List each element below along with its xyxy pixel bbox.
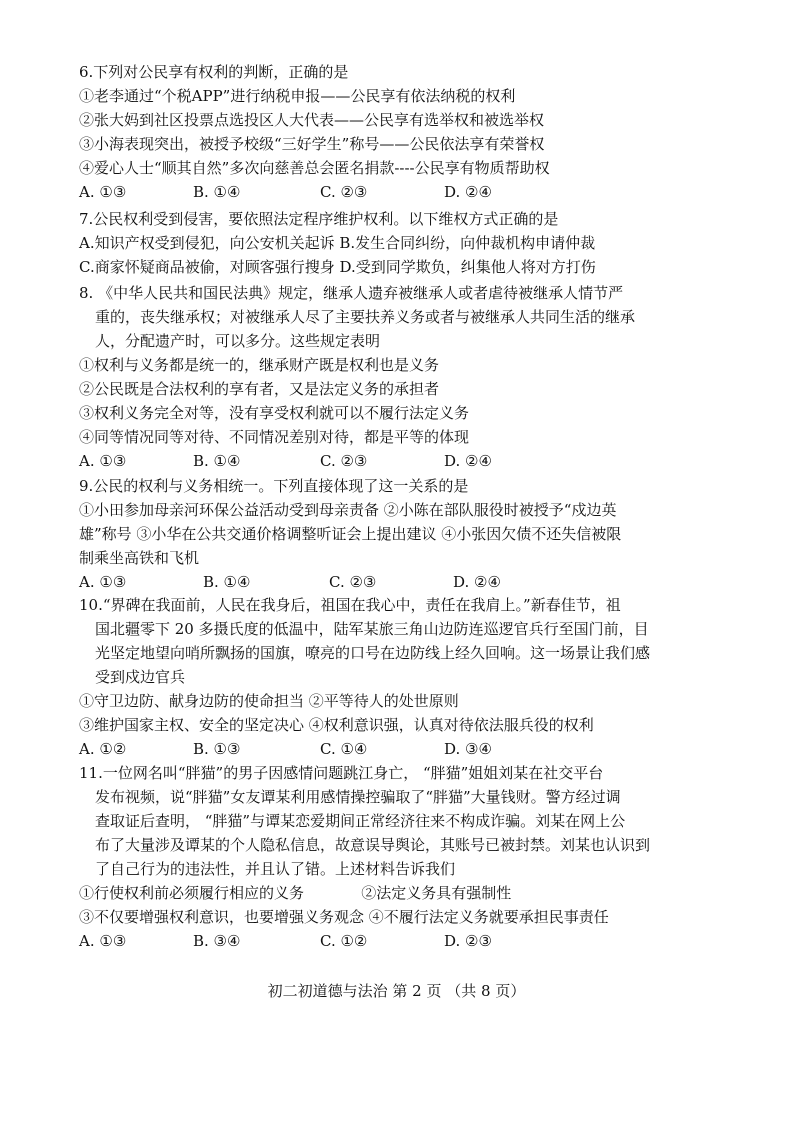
option-b: B. ①③	[193, 740, 241, 758]
answer-options	[79, 449, 719, 473]
question-stem: 重的，丧失继承权；对被继承人尽了主要扶养义务或者与被继承人共同生活的继承	[95, 308, 636, 326]
option-c: C. ②③	[320, 183, 368, 201]
option-b: B. ①④	[203, 573, 251, 591]
option-c: C. ②③	[320, 452, 368, 470]
option-b: B. ③④	[193, 932, 241, 950]
option-a: A. ①③	[79, 573, 127, 591]
statement-line: C.商家怀疑商品被偷，对顾客强行搜身 D.受到同学欺负，纠集他人将对方打伤	[79, 258, 596, 276]
option-d: D. ②③	[444, 932, 492, 950]
option-a: A. ①②	[79, 740, 127, 758]
statement-line: ③维护国家主权、安全的坚定决心 ④权利意识强，认真对待依法服兵役的权利	[79, 716, 594, 734]
statement-line: 雄”称号 ③小华在公共交通价格调整听证会上提出建议 ④小张因欠债不还失信被限	[79, 525, 622, 543]
statement-line: ①权利与义务都是统一的，继承财产既是权利也是义务	[79, 356, 440, 374]
option-b: B. ①④	[193, 452, 241, 470]
statement-line: 制乘坐高铁和飞机	[79, 549, 200, 567]
answer-options	[79, 570, 719, 594]
statement-line: ①小田参加母亲河环保公益活动受到母亲责备 ②小陈在部队服役时被授予“戍边英	[79, 501, 617, 519]
statement-line: ③小海表现突出，被授予校级“三好学生”称号——公民依法享有荣誉权	[79, 135, 545, 153]
answer-options	[79, 180, 719, 204]
question-stem: 7.公民权利受到侵害，要依照法定程序维护权利。以下维权方式正确的是	[79, 210, 559, 228]
question-stem: 8. 《中华人民共和国民法典》规定，继承人遗弃被继承人或者虐待被继承人情节严	[79, 284, 624, 302]
question-stem: 人，分配遗产时，可以多分。这些规定表明	[95, 332, 381, 350]
option-d: D. ②④	[453, 573, 501, 591]
question-stem: 光坚定地望向哨所飘扬的国旗，嘹亮的口号在边防线上经久回响。这一场景让我们感	[95, 644, 651, 662]
question-7	[79, 207, 719, 279]
question-stem: 11.一位网名叫“胖猫”的男子因感情问题跳江身亡， “胖猫”姐姐刘某在社交平台	[79, 764, 604, 782]
statement-line: ④同等情况同等对待、不同情况差别对待，都是平等的体现	[79, 428, 470, 446]
statement-line: ④爱心人士“顺其自然”多次向慈善总会匿名捐款----公民享有物质帮助权	[79, 159, 550, 177]
question-10	[79, 593, 719, 761]
option-c: C. ②③	[329, 573, 377, 591]
option-c: C. ①④	[320, 740, 368, 758]
option-a: A. ①③	[79, 452, 127, 470]
question-stem: 了自己行为的违法性，并且认了错。上述材料告诉我们	[95, 860, 456, 878]
option-b: B. ①④	[193, 183, 241, 201]
statement-line: ②公民既是合法权利的享有者，又是法定义务的承担者	[79, 380, 440, 398]
option-d: D. ②④	[444, 183, 492, 201]
question-11	[79, 761, 719, 953]
option-a: A. ①③	[79, 932, 127, 950]
option-c: C. ①②	[320, 932, 368, 950]
question-stem: 6.下列对公民享有权利的判断，正确的是	[79, 63, 349, 81]
statement-line: ③权利义务完全对等，没有享受权利就可以不履行法定义务	[79, 404, 470, 422]
question-9	[79, 474, 719, 594]
question-stem: 受到戍边官兵	[95, 668, 186, 686]
statement-line: ①守卫边防、献身边防的使命担当 ②平等待人的处世原则	[79, 692, 459, 710]
option-d: D. ③④	[444, 740, 492, 758]
statement-line: ②张大妈到社区投票点选投区人大代表——公民享有选举权和被选举权	[79, 111, 545, 129]
page-footer: 初二初道德与法治 第 2 页 （共 8 页）	[267, 982, 526, 1000]
option-a: A. ①③	[79, 183, 127, 201]
option-d: D. ②④	[444, 452, 492, 470]
answer-options	[79, 929, 719, 953]
statement-line: ①老李通过“个税APP”进行纳税申报——公民享有依法纳税的权利	[79, 87, 516, 105]
question-stem: 布了大量涉及谭某的个人隐私信息，故意误导舆论，其账号已被封禁。刘某也认识到	[95, 836, 651, 854]
question-6	[79, 60, 719, 204]
question-stem: 国北疆零下 20 多摄氏度的低温中，陆军某旅三角山边防连巡逻官兵行至国门前，目	[95, 620, 649, 638]
statement-line: ①行使权利前必须履行相应的义务 ②法定义务具有强制性	[79, 884, 512, 902]
question-stem: 10.“界碑在我面前，人民在我身后，祖国在我心中，责任在我肩上。”新春佳节，祖	[79, 596, 621, 614]
question-stem: 发布视频，说“胖猫”女友谭某利用感情操控骗取了“胖猫”大量钱财。警方经过调	[95, 788, 621, 806]
answer-options	[79, 737, 719, 761]
statement-line: ③不仅要增强权利意识，也要增强义务观念 ④不履行法定义务就要承担民事责任	[79, 908, 609, 926]
question-8	[79, 281, 719, 473]
question-stem: 查取证后查明， “胖猫”与谭某恋爱期间正常经济往来不构成诈骗。刘某在网上公	[95, 812, 626, 830]
statement-line: A.知识产权受到侵犯，向公安机关起诉 B.发生合同纠纷，向仲裁机构申请仲裁	[79, 234, 596, 252]
question-stem: 9.公民的权利与义务相统一。下列直接体现了这一关系的是	[79, 477, 469, 495]
